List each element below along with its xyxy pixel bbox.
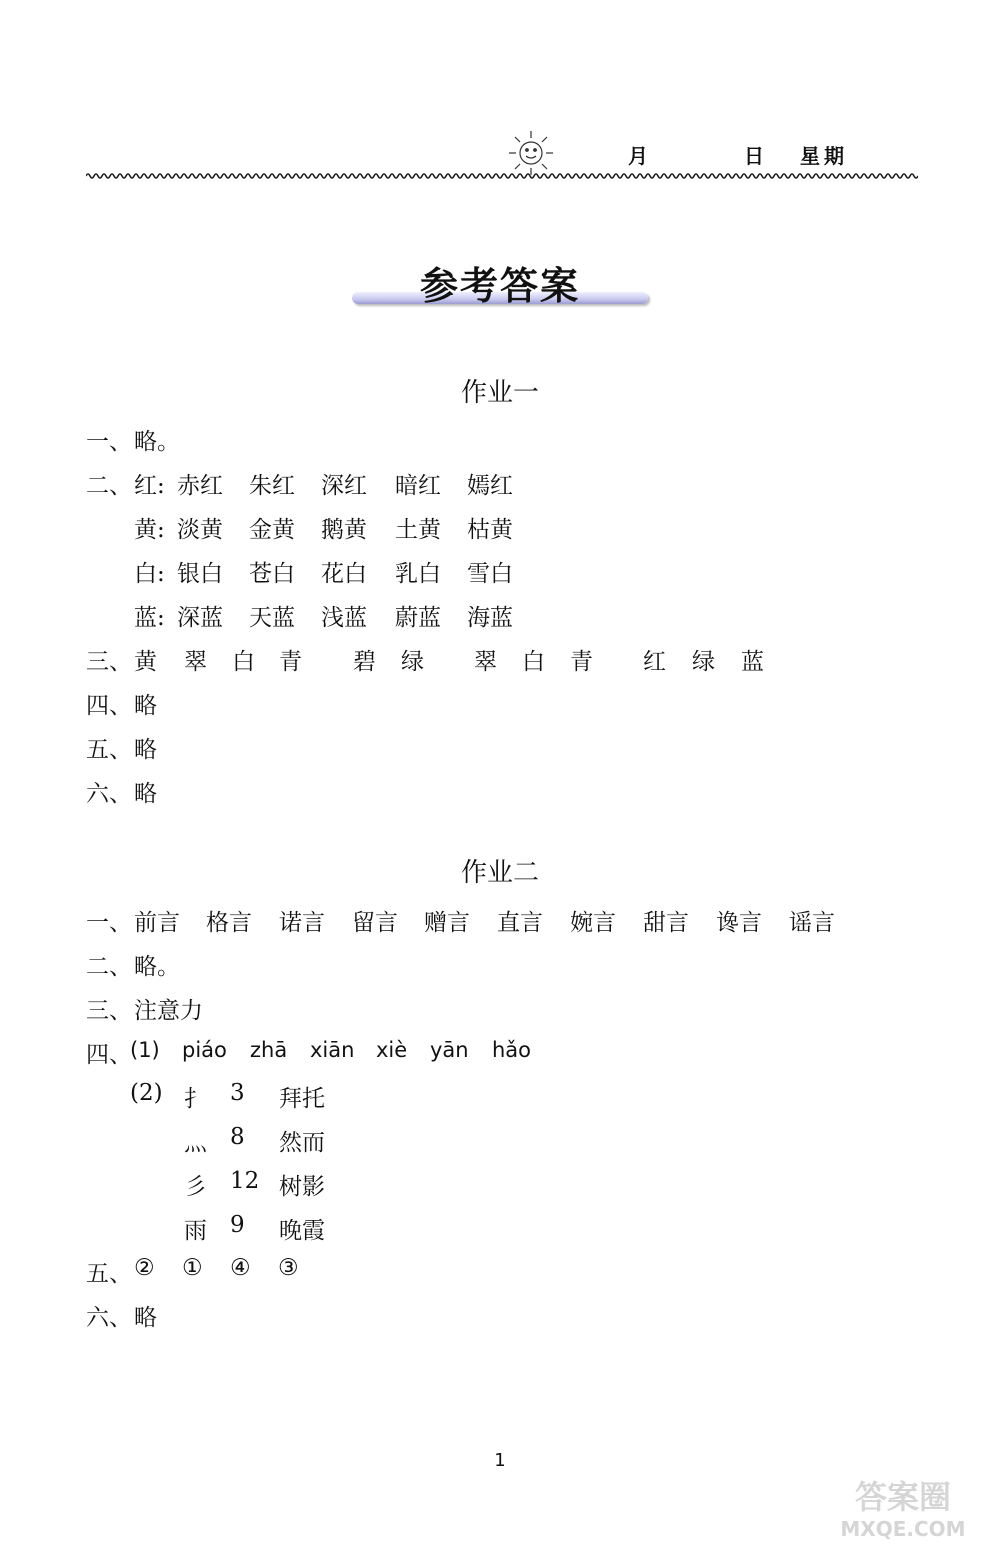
answer-text: 翠 (184, 649, 207, 675)
header-weekday: 星期 (800, 144, 848, 168)
answer-text: 银白 (177, 561, 223, 587)
answer-text: xiè (376, 1038, 408, 1062)
answer-text: 雨 (184, 1218, 207, 1244)
answer-text: 嫣红 (467, 473, 513, 499)
page-title: 参考答案 (419, 264, 580, 308)
answer-text: 一、 (86, 910, 132, 936)
answer-text: 红: (134, 473, 165, 499)
answer-text: 雪白 (467, 561, 513, 587)
answer-text: 三、 (86, 649, 132, 675)
answer-text: 浅蓝 (321, 605, 367, 631)
answer-text: 六、 (86, 1305, 132, 1331)
answer-text: 9 (230, 1212, 245, 1238)
answer-text: 诺言 (279, 910, 325, 936)
answer-text: piáo (182, 1038, 227, 1062)
answer-text: 黄: (134, 517, 165, 543)
answer-text: 暗红 (395, 473, 441, 499)
answer-text: 二、 (86, 954, 132, 980)
answer-text: 白 (522, 649, 545, 675)
answer-text: 翠 (474, 649, 497, 675)
answer-text: 鹅黄 (321, 517, 367, 543)
answer-text: 晚霞 (279, 1218, 325, 1244)
answer-text: ③ (278, 1255, 299, 1281)
answer-text: 金黄 (249, 517, 295, 543)
answer-text: 甜言 (643, 910, 689, 936)
answer-text: 略 (134, 737, 157, 763)
answer-text: (2) (130, 1080, 163, 1106)
answer-text: 白: (134, 561, 165, 587)
answer-text: 一、 (86, 429, 132, 455)
page-number: 1 (494, 1450, 506, 1471)
answer-text: 赤红 (177, 473, 223, 499)
answer-text: 天蓝 (249, 605, 295, 631)
answer-text: 谣言 (789, 910, 835, 936)
answer-text: 谗言 (716, 910, 762, 936)
svg-text:答案圈: 答案圈 (854, 1478, 952, 1516)
answer-text: 红 (643, 649, 666, 675)
answer-text: 略。 (134, 954, 180, 980)
answer-text: 青 (279, 649, 302, 675)
answer-text: zhā (250, 1038, 288, 1062)
answer-text: 注意力 (134, 998, 203, 1024)
answer-text: 略。 (134, 429, 180, 455)
answer-text: 四、 (86, 693, 132, 719)
answer-text: 三、 (86, 998, 132, 1024)
answer-text: ② (134, 1255, 155, 1281)
answer-text: 六、 (86, 781, 132, 807)
answer-text: 拜托 (279, 1086, 325, 1112)
answer-text: 花白 (321, 561, 367, 587)
answer-text: 深蓝 (177, 605, 223, 631)
answer-text: 扌 (184, 1086, 207, 1112)
header-divider (86, 170, 918, 182)
svg-text:MXQE.COM: MXQE.COM (840, 1517, 966, 1541)
header-month: 月 (628, 144, 648, 168)
answer-text: 格言 (206, 910, 252, 936)
answer-text: 朱红 (249, 473, 295, 499)
answer-text: 灬 (184, 1130, 207, 1156)
answer-text: (1) (130, 1038, 160, 1062)
answer-text: 苍白 (249, 561, 295, 587)
answer-text: 五、 (86, 737, 132, 763)
answer-text: 青 (570, 649, 593, 675)
answer-text: 乳白 (395, 561, 441, 587)
answer-text: 深红 (321, 473, 367, 499)
answer-text: 8 (230, 1124, 245, 1150)
answer-text: ① (182, 1255, 203, 1281)
answer-text: 蓝: (134, 605, 165, 631)
answer-text: 留言 (352, 910, 398, 936)
answer-text: 树影 (279, 1174, 325, 1200)
answer-text: 枯黄 (467, 517, 513, 543)
answer-text: 3 (230, 1080, 245, 1106)
answer-text: 碧 (353, 649, 376, 675)
answer-text: ④ (230, 1255, 251, 1281)
answer-text: 略 (134, 781, 157, 807)
answer-text: 赠言 (424, 910, 470, 936)
answer-text: 土黄 (395, 517, 441, 543)
watermark-logo (828, 1474, 978, 1544)
answer-text: 略 (134, 693, 157, 719)
answer-text: 绿 (692, 649, 715, 675)
header-day: 日 (744, 144, 764, 168)
section-heading: 作业二 (460, 858, 539, 888)
answer-text: yān (430, 1038, 469, 1062)
answer-text: 12 (230, 1168, 260, 1194)
answer-text: 前言 (134, 910, 180, 936)
answer-text: 五、 (86, 1261, 132, 1287)
answer-text: 略 (134, 1305, 157, 1331)
answer-text: hǎo (492, 1038, 532, 1062)
answer-text: 直言 (497, 910, 543, 936)
answer-text: 二、 (86, 473, 132, 499)
answer-text: 蔚蓝 (395, 605, 441, 631)
answer-text: 淡黄 (177, 517, 223, 543)
section-heading: 作业一 (460, 378, 539, 408)
answer-text: 婉言 (570, 910, 616, 936)
answer-text: 彡 (184, 1174, 207, 1200)
answer-text: 海蓝 (467, 605, 513, 631)
answer-text: 绿 (401, 649, 424, 675)
answer-text: 白 (232, 649, 255, 675)
answer-text: 黄 (134, 649, 157, 675)
answer-text: xiān (310, 1038, 355, 1062)
answer-text: 四、 (86, 1042, 132, 1068)
answer-text: 蓝 (741, 649, 764, 675)
answer-text: 然而 (279, 1130, 325, 1156)
